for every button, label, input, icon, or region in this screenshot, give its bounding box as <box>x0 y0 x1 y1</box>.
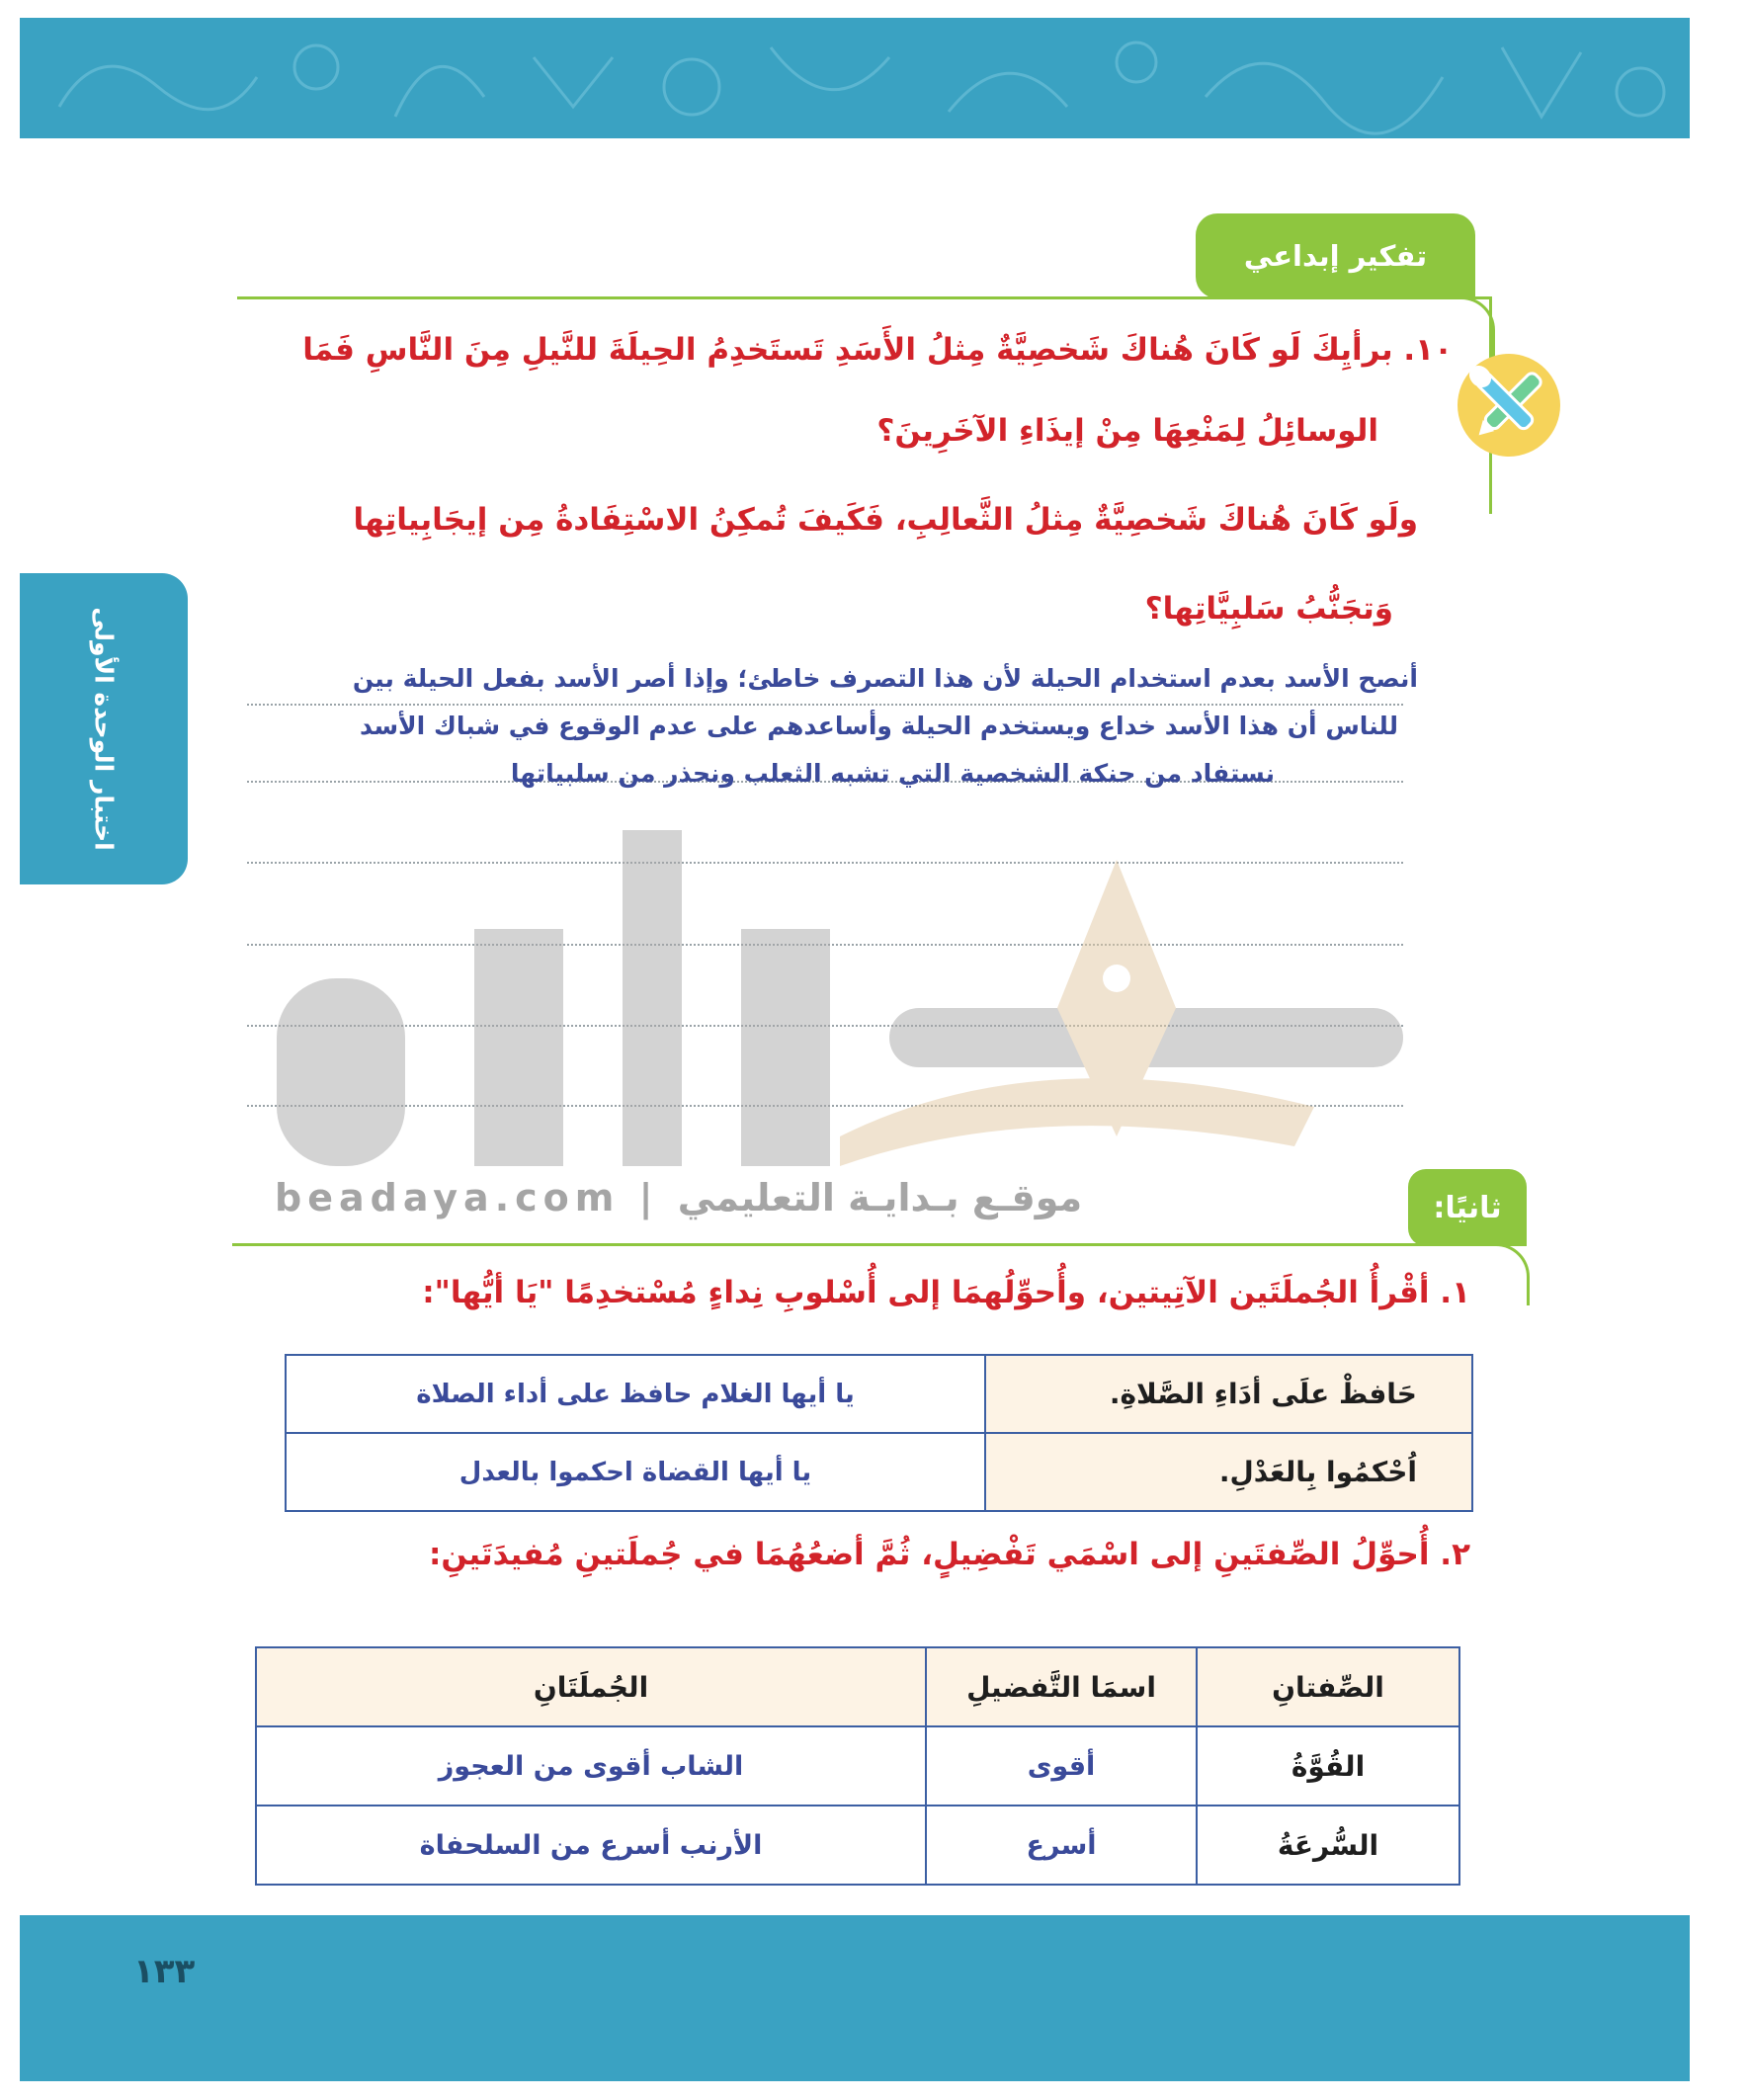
table-row <box>256 1806 1459 1885</box>
section2-label: ثانيًا: <box>1433 1190 1502 1225</box>
superlative-table <box>255 1646 1460 1886</box>
header-band <box>20 18 1690 138</box>
section2-question2: ٢. أُحوِّلُ الصِّفتَينِ إلى اسْمَي تَفْضِيلٍ، ثُمَّ أضعُهُمَا في جُملَتينِ مُفيدَتَينِ: <box>429 1537 1470 1572</box>
section1-frame-top <box>237 296 1492 299</box>
table-cell-superlative: أقوى <box>926 1726 1197 1806</box>
header-adjectives: الصِّفتانِ <box>1197 1647 1459 1726</box>
calligraphy-pattern <box>20 18 1690 138</box>
question10-line2: الوسائِلُ لِمَنْعِهَا مِنْ إيذَاءِ الآخَرِينَ؟ <box>876 413 1378 449</box>
answer-line <box>247 704 1403 706</box>
footer-band <box>20 1915 1690 2081</box>
question10-line3: ولَو كَانَ هُناكَ شَخصِيَّةٌ مِثلُ الثَّعالِبِ، فَكَيفَ تُمكِنُ الاسْتِفَادةُ مِن إيجَابِياتِها <box>353 502 1418 538</box>
table-cell-superlative: أسرع <box>926 1806 1197 1885</box>
question10-line4: وَتجَنُّبُ سَلبِيَّاتِها؟ <box>1144 591 1393 627</box>
table-cell-given: اُحْكمُوا بِالعَدْلِ. <box>985 1433 1472 1511</box>
answer10-line1: أنصح الأسد بعدم استخدام الحيلة لأن هذا التصرف خاطئ؛ وإذا أصر الأسد بفعل الحيلة بين <box>352 664 1418 693</box>
side-tab-label: اختبار الوحدة الأولى <box>89 607 119 851</box>
watermark-logo <box>247 810 1541 1206</box>
section2-frame-top <box>232 1243 1448 1246</box>
table-cell-sentence: الأرنب أسرع من السلحفاة <box>256 1806 926 1885</box>
table-cell-answer: يا أيها القضاة احكموا بالعدل <box>286 1433 985 1511</box>
table-row <box>286 1433 1472 1511</box>
watermark-caption: beadaya.com | موقـع بـدايـة التعليمي <box>275 1176 1083 1219</box>
question10-line1: ١٠. برأيِكَ لَو كَانَ هُناكَ شَخصِيَّةٌ مِثلُ الأَسَدِ تَستَخدِمُ الحِيلَةَ للنَّيلِ مِنَ النَّاسِ فَمَا <box>302 332 1453 368</box>
table-row <box>286 1355 1472 1433</box>
table-cell-adjective: القُوَّةُ <box>1197 1726 1459 1806</box>
side-tab-label-wrap <box>20 573 188 884</box>
table-row <box>256 1726 1459 1806</box>
table-cell-adjective: السُّرعَةُ <box>1197 1806 1459 1885</box>
section2-question1: ١. أقْرأُ الجُملَتَين الآتِيتين، وأُحوِّلُهمَا إلى أُسْلوبِ نِداءٍ مُسْتخدِمًا "يَا أيُّها": <box>422 1275 1470 1310</box>
creative-thinking-label: تفكير إبداعي <box>1243 239 1428 273</box>
answer10-line2: للناس أن هذا الأسد خداع ويستخدم الحيلة وأساعدهم على عدم الوقوع في شباك الأسد <box>360 712 1398 740</box>
table-header-row <box>256 1647 1459 1726</box>
table-cell-sentence: الشاب أقوى من العجوز <box>256 1726 926 1806</box>
pencil-brush-icon <box>1455 351 1563 460</box>
page-number: ١٣٣ <box>133 1952 196 1991</box>
header-sentences: الجُملَتَانِ <box>256 1647 926 1726</box>
vocative-table <box>285 1354 1473 1512</box>
answer10-line3: نستفاد من حنكة الشخصية التي تشبه الثعلب ونحذر من سلبياتها <box>510 759 1275 788</box>
table-cell-given: حَافظْ علَى أدَاءِ الصَّلاةِ. <box>985 1355 1472 1433</box>
table-cell-answer: يا أيها الغلام حافظ على أداء الصلاة <box>286 1355 985 1433</box>
header-superlatives: اسمَا التَّفضيلِ <box>926 1647 1197 1726</box>
